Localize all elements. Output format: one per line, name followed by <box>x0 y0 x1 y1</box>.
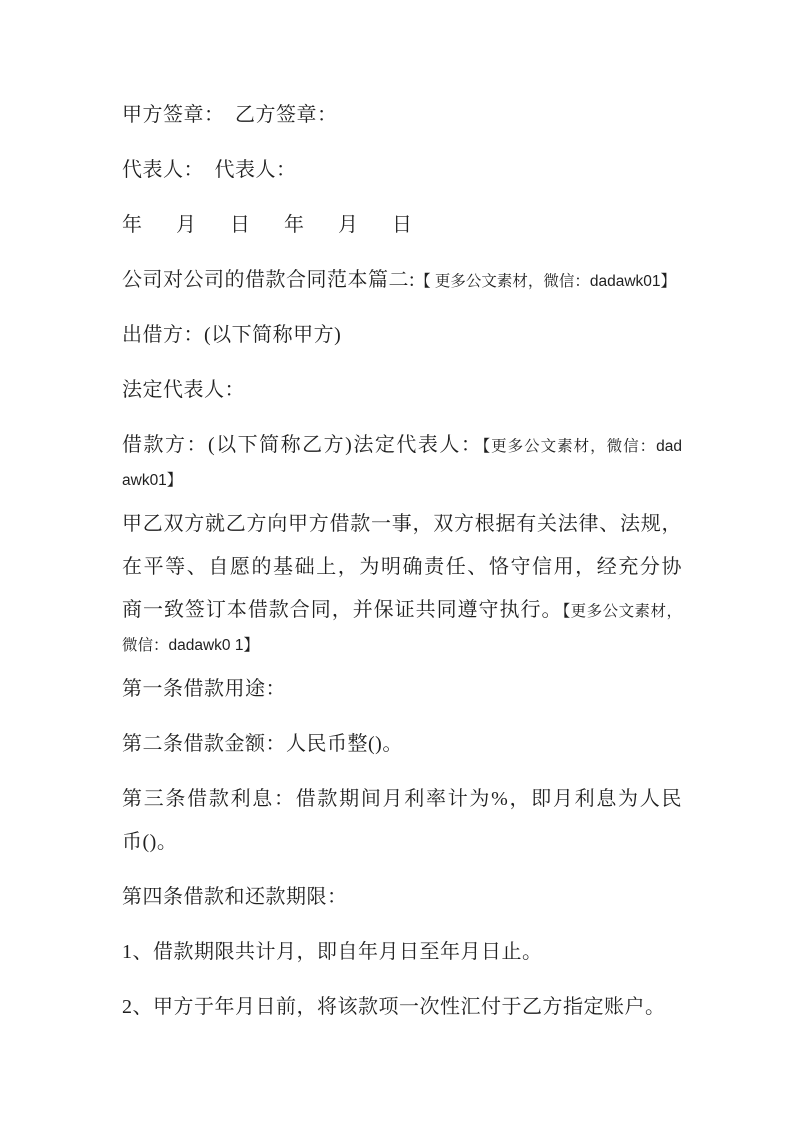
text-line <box>122 546 682 589</box>
watermark-text-run: 【 更多公文素材，微信：dadawk01】 <box>415 273 677 290</box>
text-run: 第四条借款和还款期限： <box>122 886 348 908</box>
text-run: 1、借款期限共计月，即自年月日至年月日止。 <box>122 941 543 963</box>
watermark-text-run: 微信：dadawk0 1】 <box>122 637 259 654</box>
text-run: 商一致签订本借款合同，并保证共同遵守执行。 <box>122 599 563 621</box>
text-run: 在平等、自愿的基础上，为明确责任、恪守信用，经充分协 <box>122 556 682 578</box>
text-run: 借款方：(以下简称乙方)法定代表人： <box>122 434 483 456</box>
paragraph <box>122 94 682 137</box>
text-line <box>122 314 682 357</box>
text-line <box>122 424 682 467</box>
text-run: 年 月 日 年 月 日 <box>122 214 419 236</box>
paragraph <box>122 986 682 1029</box>
text-line <box>122 668 682 711</box>
paragraph <box>122 876 682 919</box>
paragraph <box>122 424 682 491</box>
text-run: 甲乙双方就乙方向甲方借款一事，双方根据有关法律、法规， <box>122 513 682 535</box>
text-run: 代表人： 代表人： <box>122 159 297 181</box>
paragraph <box>122 369 682 412</box>
paragraph <box>122 259 682 302</box>
watermark-text-run: 【更多公文素材， <box>562 603 682 620</box>
text-line <box>122 149 682 192</box>
text-run: 第三条借款利息：借款期间月利率计为%，即月利息为人民 <box>122 788 682 810</box>
text-line <box>122 503 682 546</box>
paragraph <box>122 503 682 656</box>
text-run: 第一条借款用途： <box>122 678 286 700</box>
text-line <box>122 986 682 1029</box>
text-run: 币()。 <box>122 831 178 853</box>
text-line <box>122 369 682 412</box>
text-run: 法定代表人： <box>122 379 245 401</box>
text-run: 2、甲方于年月日前，将该款项一次性汇付于乙方指定账户。 <box>122 996 666 1018</box>
text-line <box>122 204 682 247</box>
paragraph <box>122 931 682 974</box>
text-line <box>122 876 682 919</box>
watermark-text-run: 【更多公文素材，微信：dad <box>482 438 682 455</box>
watermark-text-run: awk01】 <box>122 472 183 489</box>
text-line <box>122 821 682 864</box>
text-line <box>122 467 682 491</box>
text-run: 甲方签章： 乙方签章： <box>122 104 338 126</box>
paragraph <box>122 723 682 766</box>
paragraph <box>122 204 682 247</box>
paragraph <box>122 149 682 192</box>
text-run: 出借方：(以下简称甲方) <box>122 324 342 346</box>
text-line <box>122 632 682 656</box>
text-run: 公司对公司的借款合同范本篇二: <box>122 269 416 291</box>
text-line <box>122 931 682 974</box>
text-line <box>122 589 682 632</box>
text-run: 第二条借款金额：人民币整()。 <box>122 733 403 755</box>
paragraph <box>122 778 682 864</box>
text-line <box>122 259 682 302</box>
text-line <box>122 778 682 821</box>
text-line <box>122 94 682 137</box>
paragraph <box>122 314 682 357</box>
paragraph <box>122 668 682 711</box>
text-line <box>122 723 682 766</box>
